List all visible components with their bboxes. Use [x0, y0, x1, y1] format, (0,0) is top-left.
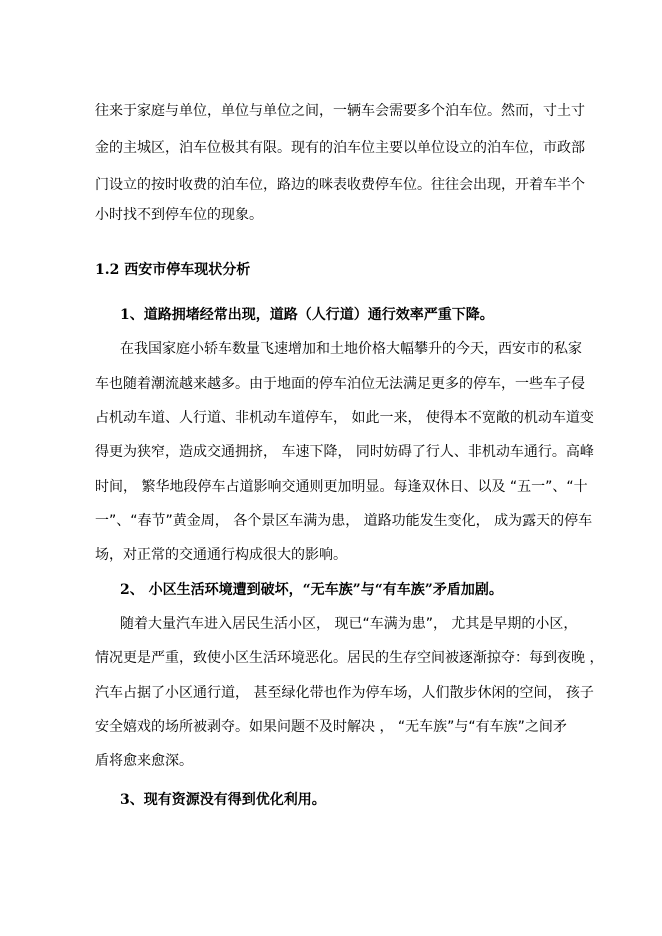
item1-line-2: 车也随着潮流越来越多。由于地面的停车泊位无法满足更多的停车，一些车子侵 — [95, 376, 585, 392]
item2-line-4: 安全嬉戏的场所被剥夺。如果问题不及时解决 ， “无车族”与“有车族”之间矛 — [95, 719, 567, 735]
item1-heading: 1、道路拥堵经常出现，道路（人行道）通行效率严重下降。 — [120, 307, 494, 323]
item1-line-4: 得更为狭窄，造成交通拥挤， 车速下降， 同时妨碍了行人、非机动车通行。高峰 — [95, 444, 594, 460]
item1-line-3: 占机动车道、人行道、非机动车道停车， 如此一来， 使得本不宽敞的机动车道变 — [95, 410, 594, 426]
item2-line-3: 汽车占据了小区通行道， 甚至绿化带也作为停车场，人们散步休闲的空间， 孩子 — [95, 685, 594, 701]
intro-line-1: 往来于家庭与单位，单位与单位之间，一辆车会需要多个泊车位。然而，寸土寸 — [95, 103, 585, 119]
item2-heading: 2、 小区生活环境遭到破坏，“无车族”与“有车族”矛盾加剧。 — [120, 582, 503, 598]
intro-line-3: 门设立的按时收费的泊车位，路边的咪表收费停车位。往往会出现，开着车半个 — [95, 177, 585, 193]
item1-line-6: 一”、“春节”黄金周， 各个景区车满为患， 道路功能发生变化， 成为露天的停车 — [95, 513, 593, 529]
item2-line-2: 情况更是严重，致使小区生活环境恶化。居民的生存空间被逐渐掠夺：每到夜晚 ， — [95, 650, 604, 666]
item1-line-5: 时间， 繁华地段停车占道影响交通则更加明显。每逢双休日、以及 “五一”、“十 — [95, 479, 588, 495]
item1-line-1: 在我国家庭小轿车数量飞速增加和土地价格大幅攀升的今天，西安市的私家 — [120, 341, 582, 357]
item3-heading: 3、现有资源没有得到优化利用。 — [120, 792, 326, 808]
item1-line-7: 场，对正常的交通通行构成很大的影响。 — [95, 547, 347, 563]
intro-line-4: 小时找不到停车位的现象。 — [95, 207, 263, 223]
section-heading: 1.2 西安市停车现状分析 — [95, 262, 251, 278]
item2-line-5: 盾将愈来愈深。 — [95, 753, 193, 769]
intro-line-2: 金的主城区，泊车位极其有限。现有的泊车位主要以单位设立的泊车位，市政部 — [95, 140, 585, 156]
item2-line-1: 随着大量汽车进入居民生活小区， 现已“车满为患”， 尤其是早期的小区， — [120, 616, 578, 632]
